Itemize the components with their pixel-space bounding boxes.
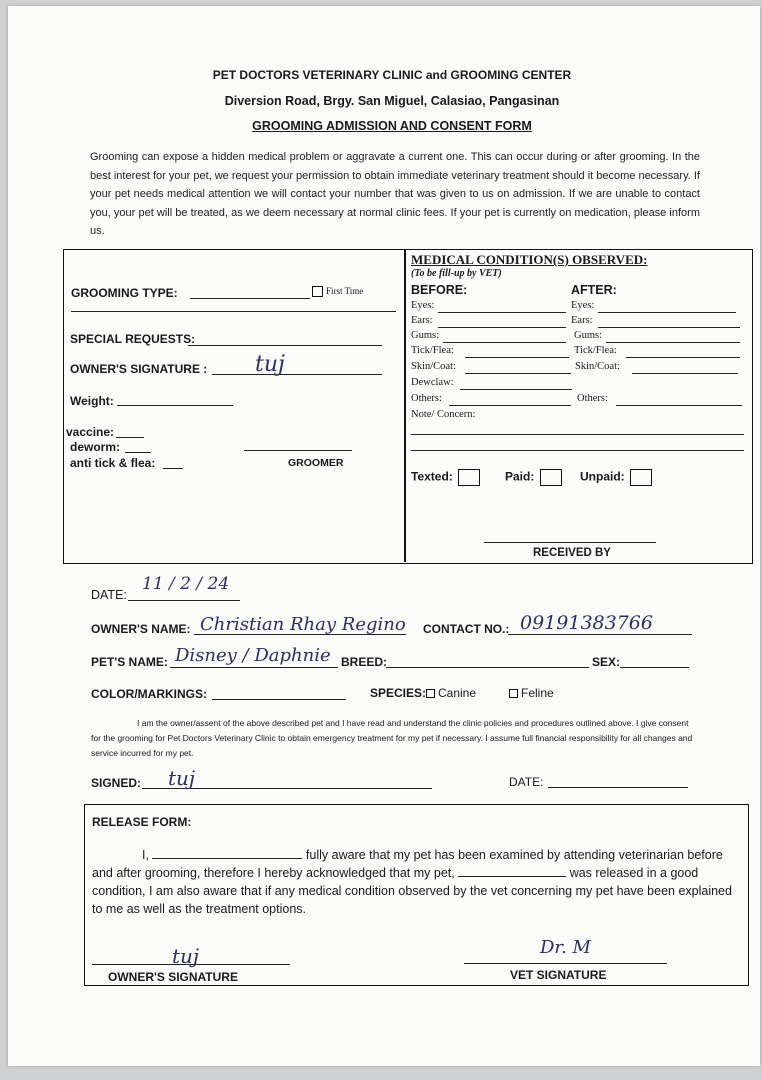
- date-label: DATE:: [91, 588, 127, 602]
- release-title: RELEASE FORM:: [92, 815, 192, 829]
- pet-name-value: Disney / Daphnie: [175, 645, 331, 666]
- after-tickflea-line[interactable]: [626, 357, 740, 358]
- canine-checkbox[interactable]: [426, 689, 435, 698]
- date2-line[interactable]: [548, 787, 688, 788]
- breed-line[interactable]: [386, 667, 589, 668]
- texted-option[interactable]: [411, 469, 480, 486]
- owner-name-value: Christian Rhay Regino: [200, 614, 406, 635]
- color-markings-line[interactable]: [212, 699, 346, 700]
- pet-name-label: PET'S NAME:: [91, 655, 168, 669]
- species-label: SPECIES:: [370, 686, 427, 700]
- before-tickflea-line[interactable]: [465, 357, 569, 358]
- special-requests-label: SPECIAL REQUESTS:: [70, 332, 196, 346]
- note-concern-label: Note/ Concern:: [411, 409, 476, 420]
- after-ears-line[interactable]: [598, 327, 740, 328]
- note-line-1[interactable]: [411, 434, 744, 435]
- feline-label: Feline: [521, 686, 554, 700]
- before-ears-line[interactable]: [438, 327, 566, 328]
- after-tickflea-label: Tick/Flea:: [574, 345, 617, 356]
- anti-tick-line[interactable]: [163, 468, 183, 469]
- vet-signature-label: VET SIGNATURE: [510, 968, 607, 982]
- texted-checkbox[interactable]: [458, 469, 480, 486]
- before-eyes-label: Eyes:: [411, 300, 435, 311]
- breed-label: BREED:: [341, 655, 388, 669]
- received-by-label: RECEIVED BY: [533, 547, 611, 559]
- release-owner-blank[interactable]: [152, 848, 302, 859]
- dewclaw-label: Dewclaw:: [411, 377, 454, 388]
- grooming-type-line-2[interactable]: [71, 311, 396, 312]
- received-by-line[interactable]: [484, 542, 656, 543]
- grooming-type-label: GROOMING TYPE:: [71, 286, 178, 300]
- groomer-label: GROOMER: [288, 457, 344, 469]
- before-tickflea-label: Tick/Flea:: [411, 345, 454, 356]
- anti-tick-label: anti tick & flea:: [70, 456, 156, 470]
- first-time-option[interactable]: [312, 286, 363, 297]
- others-after-line[interactable]: [616, 405, 742, 406]
- vet-signature-scribble: Dr. M: [540, 937, 591, 958]
- canine-label: Canine: [438, 686, 477, 700]
- before-eyes-line[interactable]: [438, 312, 566, 313]
- vet-signature-line[interactable]: [464, 963, 667, 964]
- clinic-address: Diversion Road, Brgy. San Miguel, Calasiao, Pangasinan: [224, 94, 560, 108]
- date-line[interactable]: [128, 600, 240, 601]
- release-pet-blank[interactable]: [458, 866, 566, 877]
- weight-line[interactable]: [117, 405, 233, 406]
- consent-text: I am the owner/assent of the above described pet and I have read and understand the clinic policies and procedures outlined above. I give consent for the grooming for Pet Doctors Veterinary Clinic to obtain emergency treatment for my pet if necessary. I assume full financial responsibility for all changes and service incurred for my pet.: [91, 718, 693, 758]
- date2-label: DATE:: [509, 775, 544, 789]
- release-text: [92, 846, 742, 918]
- first-time-label: First Time: [326, 286, 364, 296]
- before-skincoat-line[interactable]: [465, 373, 571, 374]
- feline-checkbox[interactable]: [509, 689, 518, 698]
- before-gums-label: Gums:: [411, 330, 440, 341]
- date-value: 11 / 2 / 24: [142, 574, 230, 594]
- color-markings-label: COLOR/MARKINGS:: [91, 687, 207, 701]
- paid-checkbox[interactable]: [540, 469, 562, 486]
- after-eyes-label: Eyes:: [571, 300, 595, 311]
- signed-label: SIGNED:: [91, 776, 142, 790]
- paid-label: Paid:: [505, 469, 535, 484]
- medical-title: MEDICAL CONDITION(S) OBSERVED:: [411, 252, 648, 267]
- after-skincoat-label: Skin/Coat:: [575, 361, 620, 372]
- after-gums-label: Gums:: [574, 330, 603, 341]
- intro-text: Grooming can expose a hidden medical problem or aggravate a current one. This can occur during or after grooming. In the best interest for your pet, we request your permission to obtain immediate veterinary treatment should it become necessary. If your pet needs medical attention we will contact your number that was given to us on admission. If we are unable to contact you, your pet will be treated, as we deem necessary at normal clinic fees. If your pet is currently on medication, please inform us.: [90, 151, 700, 237]
- owner-signature-label: OWNER'S SIGNATURE :: [70, 362, 208, 376]
- grooming-type-line[interactable]: [190, 298, 310, 299]
- paid-option[interactable]: [505, 469, 562, 486]
- first-time-checkbox[interactable]: [312, 286, 323, 297]
- release-text-mid: fully aware that my pet has been examined by attending veterinarian before and after grooming, therefore I hereby acknowledged that my pet,: [92, 848, 723, 880]
- weight-label: Weight:: [70, 394, 114, 408]
- release-owner-signature-scribble: tuj: [172, 944, 200, 968]
- unpaid-option[interactable]: [580, 469, 652, 486]
- panel-divider: [404, 250, 406, 562]
- vaccine-label: vaccine:: [66, 425, 115, 439]
- contact-label: CONTACT NO.:: [423, 622, 510, 636]
- feline-option[interactable]: [509, 686, 554, 700]
- after-label: AFTER:: [571, 283, 617, 297]
- contact-value: 09191383766: [520, 612, 653, 634]
- others-before-line[interactable]: [449, 405, 571, 406]
- others-before-label: Others:: [411, 393, 442, 404]
- others-after-label: Others:: [577, 393, 608, 404]
- after-skincoat-line[interactable]: [632, 373, 738, 374]
- deworm-label: deworm:: [70, 440, 121, 454]
- before-label: BEFORE:: [411, 283, 468, 297]
- release-text-end: was released in a good condition, I am also aware that if any medical condition observed by the vet concerning my pet have been explained to me as well as the treatment options.: [92, 866, 732, 916]
- deworm-line[interactable]: [125, 452, 151, 453]
- sex-line[interactable]: [620, 667, 689, 668]
- vaccine-line[interactable]: [116, 437, 144, 438]
- unpaid-checkbox[interactable]: [630, 469, 652, 486]
- after-eyes-line[interactable]: [598, 312, 736, 313]
- clinic-name: PET DOCTORS VETERINARY CLINIC and GROOMING CENTER: [212, 68, 572, 82]
- unpaid-label: Unpaid:: [580, 469, 625, 484]
- release-text-i: I,: [142, 848, 149, 862]
- signed-scribble: tuj: [168, 766, 196, 790]
- canine-option[interactable]: [426, 686, 476, 700]
- before-ears-label: Ears:: [411, 315, 433, 326]
- pet-name-line[interactable]: [170, 667, 338, 668]
- dewclaw-line[interactable]: [460, 389, 572, 390]
- texted-label: Texted:: [411, 469, 453, 484]
- note-line-2[interactable]: [411, 450, 744, 451]
- owner-signature-line[interactable]: [212, 374, 382, 375]
- after-gums-line[interactable]: [606, 342, 740, 343]
- before-skincoat-label: Skin/Coat:: [411, 361, 456, 372]
- sex-label: SEX:: [592, 655, 621, 669]
- form-title: GROOMING ADMISSION AND CONSENT FORM: [252, 119, 532, 133]
- owner-name-label: OWNER'S NAME:: [91, 622, 191, 636]
- medical-subtitle: (To be fill-up by VET): [411, 268, 502, 279]
- groomer-line[interactable]: [244, 450, 352, 451]
- after-ears-label: Ears:: [571, 315, 593, 326]
- special-requests-line[interactable]: [188, 345, 382, 346]
- owner-signature-scribble: tuj: [255, 352, 285, 377]
- before-gums-line[interactable]: [443, 342, 566, 343]
- contact-line[interactable]: [508, 634, 692, 635]
- release-owner-signature-label: OWNER'S SIGNATURE: [108, 970, 238, 984]
